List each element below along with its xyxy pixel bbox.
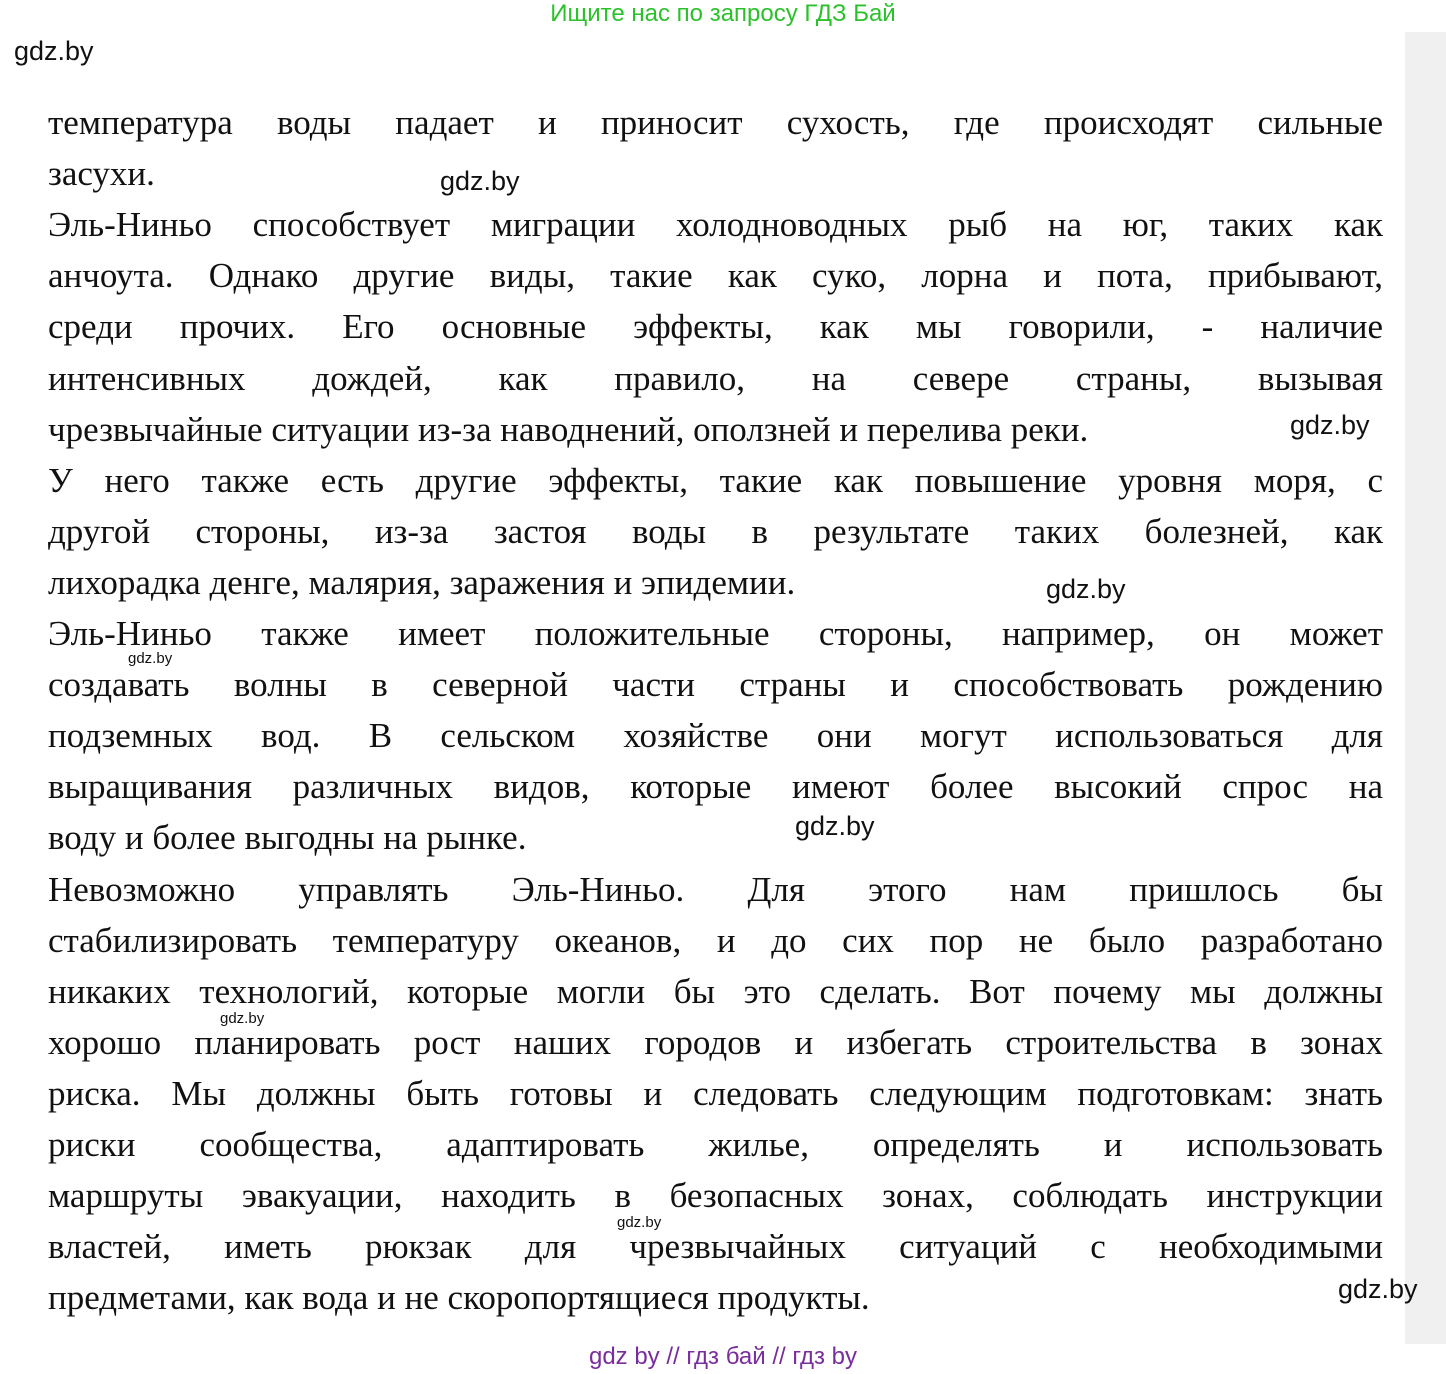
watermark: gdz.by (795, 811, 875, 841)
text-line: подземных вод. В сельском хозяйстве они могут использоваться для (48, 716, 1383, 756)
text-line: маршруты эвакуации, находить в безопасных зонах, соблюдать инструкции (48, 1176, 1383, 1216)
footer-links[interactable]: gdz by // гдз бай // гдз by (588, 1343, 858, 1370)
text-line: риска. Мы должны быть готовы и следовать следующим подготовкам: знать (48, 1073, 1383, 1113)
text-line: анчоута. Однако другие виды, такие как суко, лорна и пота, прибывают, (48, 256, 1383, 296)
text-line: риски сообщества, адаптировать жилье, определять и использовать (48, 1125, 1383, 1164)
text-line: интенсивных дождей, как правило, на севере страны, вызывая (48, 358, 1383, 398)
watermark: gdz.by (220, 1010, 265, 1027)
text-line: воду и более выгодны на рынке. (48, 818, 527, 858)
text-line: температура воды падает и приносит сухость, где происходят сильные (48, 103, 1383, 142)
text-line: Эль-Ниньо также имеет положительные стороны, например, он может (48, 614, 1383, 653)
site-logo[interactable]: gdz.by (14, 36, 94, 66)
side-scroll-panel (1405, 32, 1446, 1344)
watermark: gdz.by (1290, 410, 1370, 440)
watermark: gdz.by (1338, 1274, 1418, 1304)
text-line: засухи. (48, 154, 155, 194)
text-line: никаких технологий, которые могли бы это сделать. Вот почему мы должны (48, 971, 1383, 1011)
text-line: Невозможно управлять Эль-Ниньо. Для этого нам пришлось бы (48, 869, 1383, 909)
text-line: стабилизировать температуру океанов, и до сих пор не было разработано (48, 920, 1383, 960)
text-line: выращивания различных видов, которые имеют более высокий спрос на (48, 767, 1383, 807)
text-line: властей, иметь рюкзак для чрезвычайных ситуаций с необходимыми (48, 1227, 1383, 1267)
text-line: У него также есть другие эффекты, такие как повышение уровня моря, с (48, 460, 1383, 500)
text-line: другой стороны, из-за застоя воды в результате таких болезней, как (48, 511, 1383, 551)
watermark: gdz.by (1046, 574, 1126, 604)
search-banner[interactable]: Ищите нас по запросу ГДЗ Бай (550, 0, 896, 27)
watermark: gdz.by (617, 1214, 662, 1231)
text-line: создавать волны в северной части страны и способствовать рождению (48, 665, 1383, 705)
watermark: gdz.by (128, 650, 173, 667)
text-line: хорошо планировать рост наших городов и избегать строительства в зонах (48, 1022, 1383, 1062)
text-line: предметами, как вода и не скоропортящиеся продукты. (48, 1278, 870, 1318)
text-line: лихорадка денге, малярия, заражения и эпидемии. (48, 562, 796, 602)
text-line: чрезвычайные ситуации из-за наводнений, оползней и перелива реки. (48, 409, 1089, 449)
text-line: Эль-Ниньо способствует миграции холодноводных рыб на юг, таких как (48, 205, 1383, 245)
text-line: среди прочих. Его основные эффекты, как мы говорили, - наличие (48, 307, 1383, 347)
watermark: gdz.by (440, 166, 520, 196)
